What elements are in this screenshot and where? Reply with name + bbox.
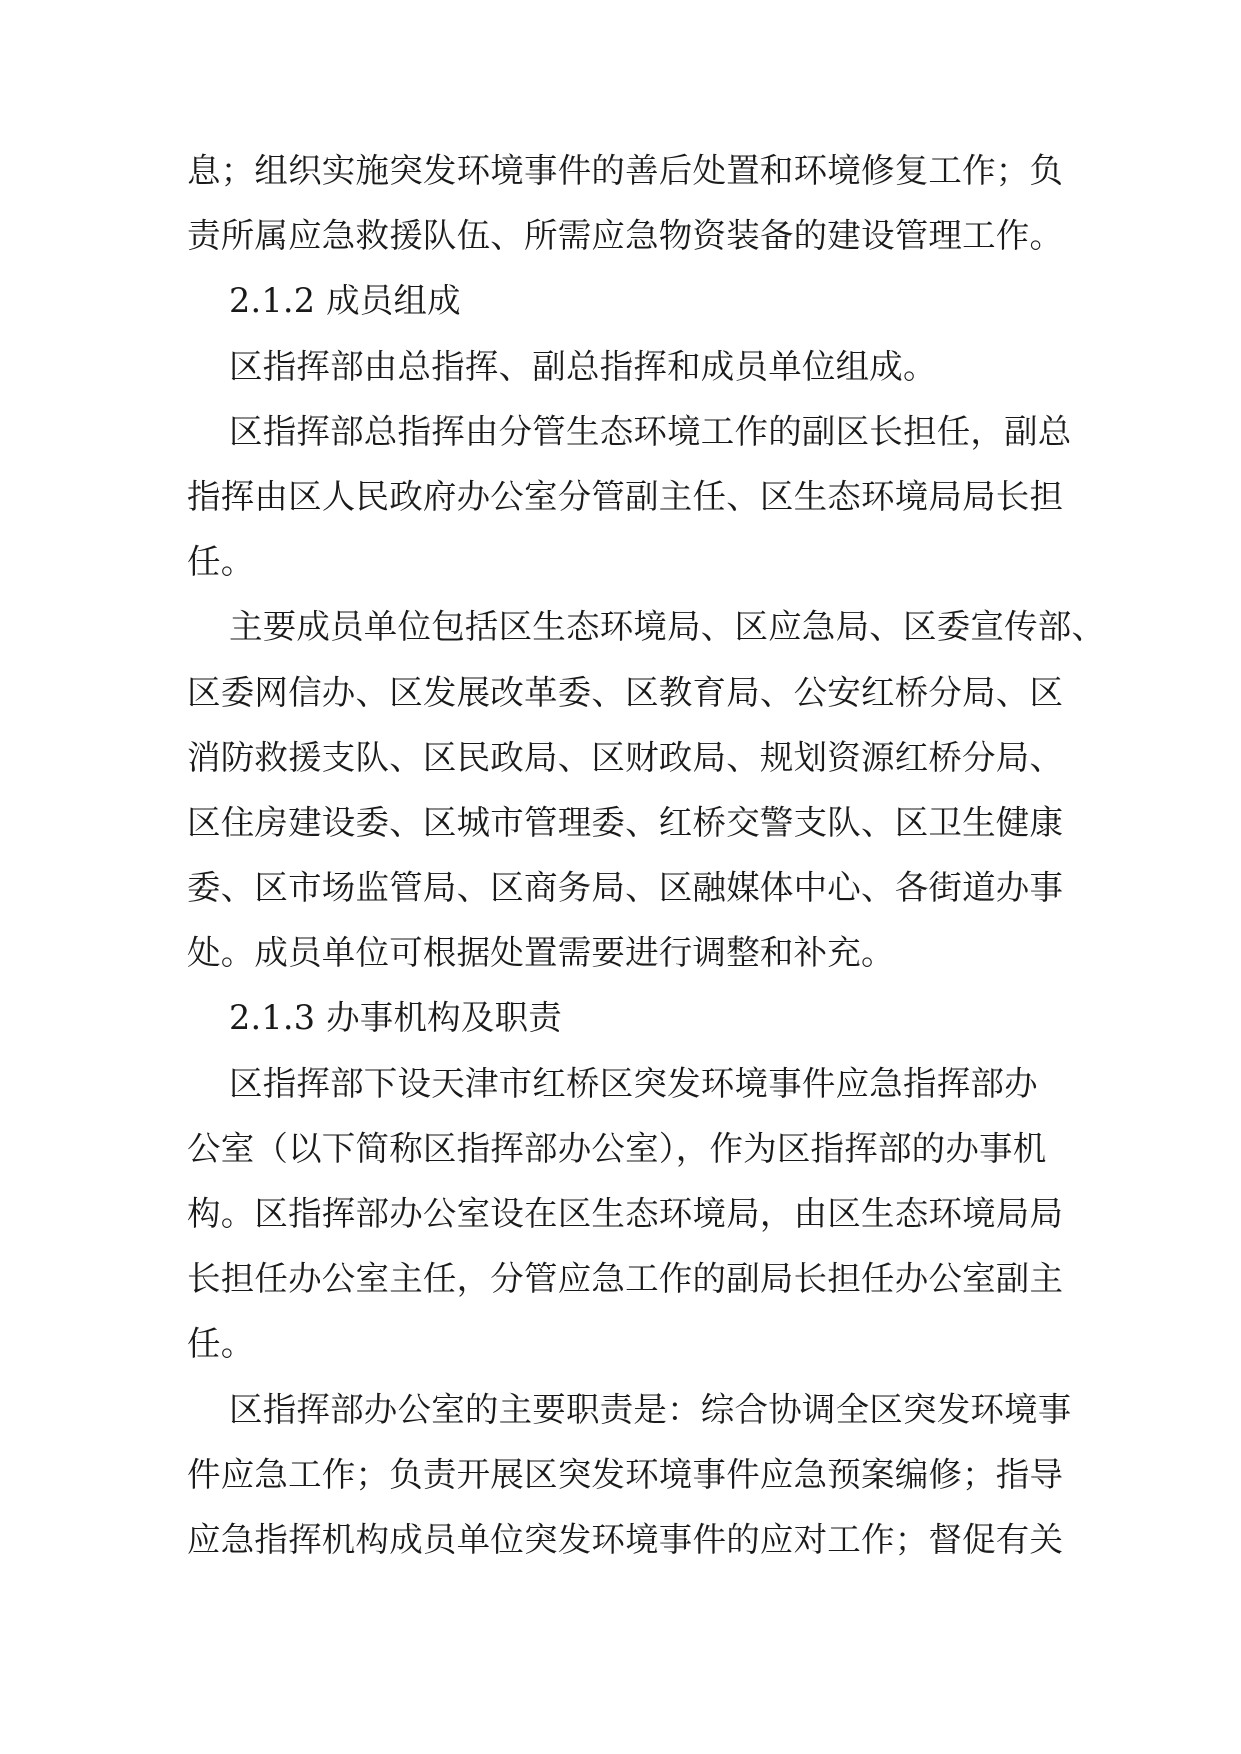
section-heading-2-1-2: 2.1.2 成员组成 bbox=[229, 281, 461, 321]
text-line: 责所属应急救援队伍、所需应急物资装备的建设管理工作。 bbox=[187, 216, 1064, 256]
text-line: 消防救援支队、区民政局、区财政局、规划资源红桥分局、 bbox=[187, 737, 1064, 777]
text-line: 区指挥部总指挥由分管生态环境工作的副区长担任，副总 bbox=[229, 411, 1072, 451]
text-line: 息；组织实施突发环境事件的善后处置和环境修复工作；负 bbox=[187, 151, 1064, 190]
text-line: 构。区指挥部办公室设在区生态环境局，由区生态环境局局 bbox=[187, 1194, 1064, 1233]
document-body bbox=[187, 138, 1106, 1572]
text-line: 区指挥部办公室的主要职责是：综合协调全区突发环境事 bbox=[229, 1389, 1072, 1429]
text-line: 处。成员单位可根据处置需要进行调整和补充。 bbox=[187, 933, 895, 973]
text-line: 公室（以下简称区指挥部办公室），作为区指挥部的办事机 bbox=[187, 1128, 1047, 1168]
text-line: 长担任办公室主任，分管应急工作的副局长担任办公室副主 bbox=[187, 1259, 1064, 1299]
text-line: 指挥由区人民政府办公室分管副主任、区生态环境局局长担 bbox=[187, 476, 1064, 516]
text-line: 区住房建设委、区城市管理委、红桥交警支队、区卫生健康 bbox=[187, 802, 1064, 842]
text-line: 任。 bbox=[187, 542, 255, 582]
text-line: 区委网信办、区发展改革委、区教育局、公安红桥分局、区 bbox=[187, 672, 1064, 712]
text-line: 主要成员单位包括区生态环境局、区应急局、区委宣传部、 bbox=[229, 607, 1106, 647]
section-heading-2-1-3: 2.1.3 办事机构及职责 bbox=[229, 998, 562, 1038]
text-line: 件应急工作；负责开展区突发环境事件应急预案编修；指导 bbox=[187, 1454, 1064, 1494]
text-line: 区指挥部由总指挥、副总指挥和成员单位组成。 bbox=[229, 346, 937, 386]
text-line: 委、区市场监管局、区商务局、区融媒体中心、各街道办事 bbox=[187, 868, 1064, 908]
text-line: 区指挥部下设天津市红桥区突发环境事件应急指挥部办 bbox=[229, 1063, 1038, 1103]
text-line: 应急指挥机构成员单位突发环境事件的应对工作；督促有关 bbox=[187, 1519, 1064, 1559]
text-line: 任。 bbox=[187, 1324, 255, 1364]
